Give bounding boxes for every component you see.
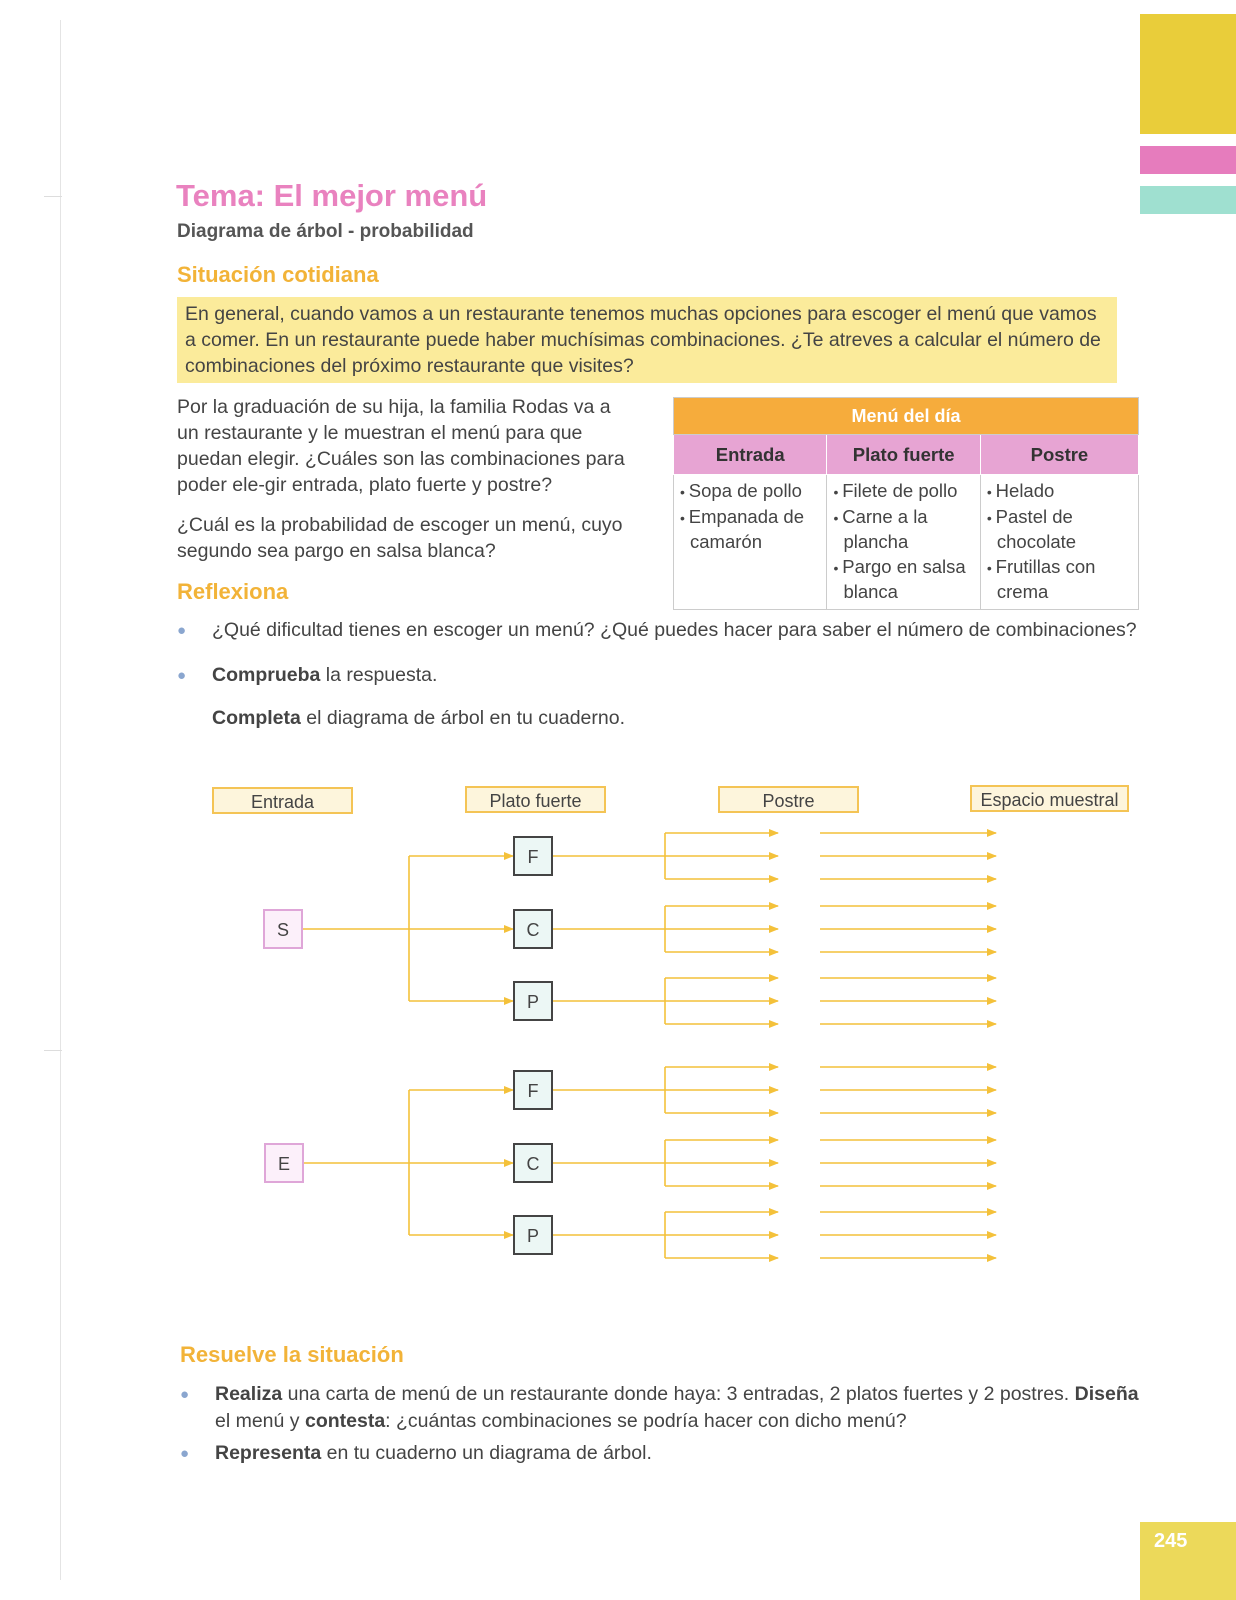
page-number: 245 [1154, 1530, 1188, 1552]
resuelve-text: en tu cuaderno un diagrama de árbol. [321, 1442, 652, 1464]
resuelve-heading: Resuelve la situación [180, 1342, 404, 1367]
tree-node-entrada: E [264, 1143, 304, 1183]
bold-verb: Diseña [1074, 1383, 1139, 1405]
resuelve-text: el menú y [215, 1410, 305, 1432]
page-title: Tema: El mejor menú [176, 178, 488, 213]
bullet-icon: ● [177, 622, 187, 639]
menu-title: Menú del día [674, 398, 1139, 435]
menu-item: • Frutillas con crema [987, 555, 1132, 605]
page-number-tab [1140, 1522, 1236, 1600]
bullet-icon: ● [180, 1386, 190, 1403]
tree-node-plato: F [513, 1070, 553, 1110]
bullet-icon: ● [180, 1445, 190, 1462]
menu-col-postre: Postre [980, 435, 1138, 475]
tree-header-plato-fuerte: Plato fuerte [465, 786, 606, 813]
page-subtitle: Diagrama de árbol - probabilidad [177, 221, 474, 242]
situacion-paragraph: Por la graduación de su hija, la familia Rodas va a un restaurante y le muestran el menú para que puedan elegir. ¿Cuáles son las combinaciones para poder ele-gir entrada, plato fuerte y postre? [177, 396, 625, 496]
resuelve-text: : ¿cuántas combinaciones se podría hacer con dicho menú? [385, 1410, 907, 1432]
tree-header-espacio-muestral: Espacio muestral [970, 785, 1129, 812]
tree-header-postre: Postre [718, 786, 859, 813]
tree-node-plato: F [513, 836, 553, 876]
reflexiona-text: el diagrama de árbol en tu cuaderno. [300, 707, 625, 729]
reflexiona-text: ¿Qué dificultad tienes en escoger un menú? ¿Qué puedes hacer para saber el número de combinaciones? [212, 619, 1137, 641]
bold-verb: Comprueba [212, 664, 321, 686]
bullet-icon: ● [177, 667, 187, 684]
menu-col-plato-fuerte: Plato fuerte [827, 435, 980, 475]
menu-item: • Empanada de camarón [680, 505, 820, 555]
resuelve-text: una carta de menú de un restaurante donde haya: 3 entradas, 2 platos fuertes y 2 postres. [282, 1383, 1075, 1405]
menu-item: • Pargo en salsa blanca [833, 555, 973, 605]
tree-node-plato: P [513, 1215, 553, 1255]
menu-item: • Helado [987, 479, 1132, 505]
bold-verb: Representa [215, 1442, 322, 1464]
reflexiona-heading: Reflexiona [177, 579, 289, 604]
bold-verb: Completa [212, 707, 301, 729]
tree-node-plato: P [513, 981, 553, 1021]
menu-item: • Filete de pollo [833, 479, 973, 505]
menu-item: • Sopa de pollo [680, 479, 820, 505]
menu-item: • Carne a la plancha [833, 505, 973, 555]
tree-node-plato: C [513, 1143, 553, 1183]
tree-node-entrada: S [263, 909, 303, 949]
situacion-heading: Situación cotidiana [177, 262, 379, 287]
reflexiona-text: la respuesta. [320, 664, 438, 686]
menu-col-entrada: Entrada [674, 435, 827, 475]
tree-node-plato: C [513, 909, 553, 949]
bold-verb: contesta [304, 1410, 386, 1432]
question-paragraph: ¿Cuál es la probabilidad de escoger un menú, cuyo segundo sea pargo en salsa blanca? [177, 514, 623, 562]
bold-verb: Realiza [215, 1383, 283, 1405]
tree-header-entrada: Entrada [212, 787, 353, 814]
menu-item: • Pastel de chocolate [987, 505, 1132, 555]
intro-box: En general, cuando vamos a un restaurante tenemos muchas opciones para escoger el menú que vamos a comer. En un restaurante puede haber muchísimas combinaciones. ¿Te atreves a calcular el número de combinaciones del próximo restaurante que visites? [177, 297, 1117, 383]
